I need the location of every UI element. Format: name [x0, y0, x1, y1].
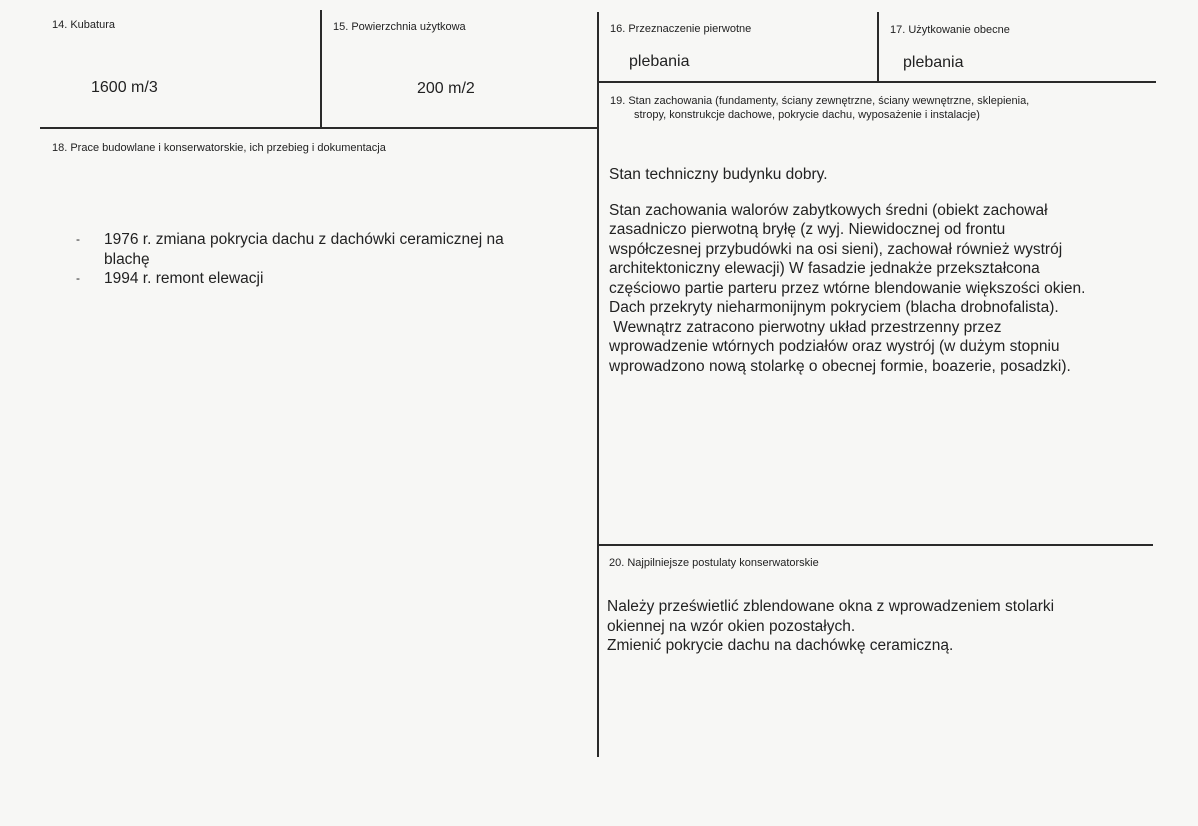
bullet-dash: -: [76, 232, 80, 246]
kubatura-value: 1600 m/3: [91, 79, 158, 96]
uzytkowanie-label: 17. Użytkowanie obecne: [890, 24, 1010, 36]
prace-list: [76, 230, 504, 289]
stan-label-line: stropy, konstrukcje dachowe, pokrycie dachu, wyposażenie i instalacje): [634, 109, 980, 121]
stan-paragraph-line: zasadniczo pierwotną bryłę (z wyj. Niewidocznej od frontu: [609, 221, 1006, 238]
list-item: [76, 230, 504, 269]
stan-paragraph-line: architektoniczny elewacji) W fasadzie jednakże przekształcona: [609, 260, 1040, 277]
postulaty-line: okiennej na wzór okien pozostałych.: [607, 617, 856, 635]
postulaty-text: [607, 597, 1054, 656]
prace-label: 18. Prace budowlane i konserwatorskie, ich przebieg i dokumentacja: [52, 142, 386, 154]
list-item-line: 1976 r. zmiana pokrycia dachu z dachówki ceramicznej na: [104, 231, 504, 248]
stan-paragraph-line: Stan zachowania walorów zabytkowych średni (obiekt zachował: [609, 201, 1048, 219]
stan-paragraph-line: wprowadzenie wtórnych podziałów oraz wystrój (w dużym stopniu: [609, 338, 1060, 355]
bullet-dash: -: [76, 271, 80, 285]
powierzchnia-value: 200 m/2: [417, 80, 475, 97]
stan-description: [609, 165, 1085, 376]
divider-horizontal-19-20: [598, 544, 1153, 546]
przeznaczenie-label: 16. Przeznaczenie pierwotne: [610, 23, 752, 35]
list-item: [76, 269, 504, 289]
postulaty-line: Należy prześwietlić zblendowane okna z wprowadzeniem stolarki: [607, 598, 1055, 615]
divider-horizontal-top-left: [40, 127, 598, 129]
postulaty-label: 20. Najpilniejsze postulaty konserwatorskie: [609, 557, 819, 569]
divider-vertical-16-17: [877, 12, 879, 82]
divider-vertical-14-15: [320, 10, 322, 128]
stan-paragraph-line: Dach przekryty nieharmonijnym pokryciem (blacha drobnofalista).: [609, 299, 1059, 316]
divider-horizontal-top-right: [598, 81, 1156, 83]
stan-label-line: 19. Stan zachowania (fundamenty, ściany zewnętrzne, ściany wewnętrzne, sklepienia,: [610, 95, 1030, 107]
stan-paragraph-line: wprowadzono nową stolarkę o obecnej formie, boazerie, posadzki).: [609, 357, 1071, 375]
postulaty-line: Zmienić pokrycie dachu na dachówkę ceramiczną.: [607, 637, 954, 654]
kubatura-label: 14. Kubatura: [52, 19, 115, 31]
przeznaczenie-value: plebania: [629, 53, 690, 70]
list-item-line: blachę: [104, 250, 150, 268]
stan-paragraph-line: współczesnej przybudówki na osi sieni), zachował również wystrój: [609, 240, 1063, 258]
stan-paragraph-line: Wewnątrz zatracono pierwotny układ przestrzenny przez: [609, 318, 1002, 336]
uzytkowanie-value: plebania: [903, 54, 964, 71]
divider-vertical-main: [597, 12, 599, 757]
stan-label: [610, 94, 1029, 122]
stan-paragraph-line: częściowo partie parteru przez wtórne blendowanie większości okien.: [609, 279, 1086, 297]
stan-paragraph-1: Stan techniczny budynku dobry.: [609, 166, 828, 183]
powierzchnia-label: 15. Powierzchnia użytkowa: [333, 21, 466, 33]
list-item-line: 1994 r. remont elewacji: [104, 270, 264, 287]
